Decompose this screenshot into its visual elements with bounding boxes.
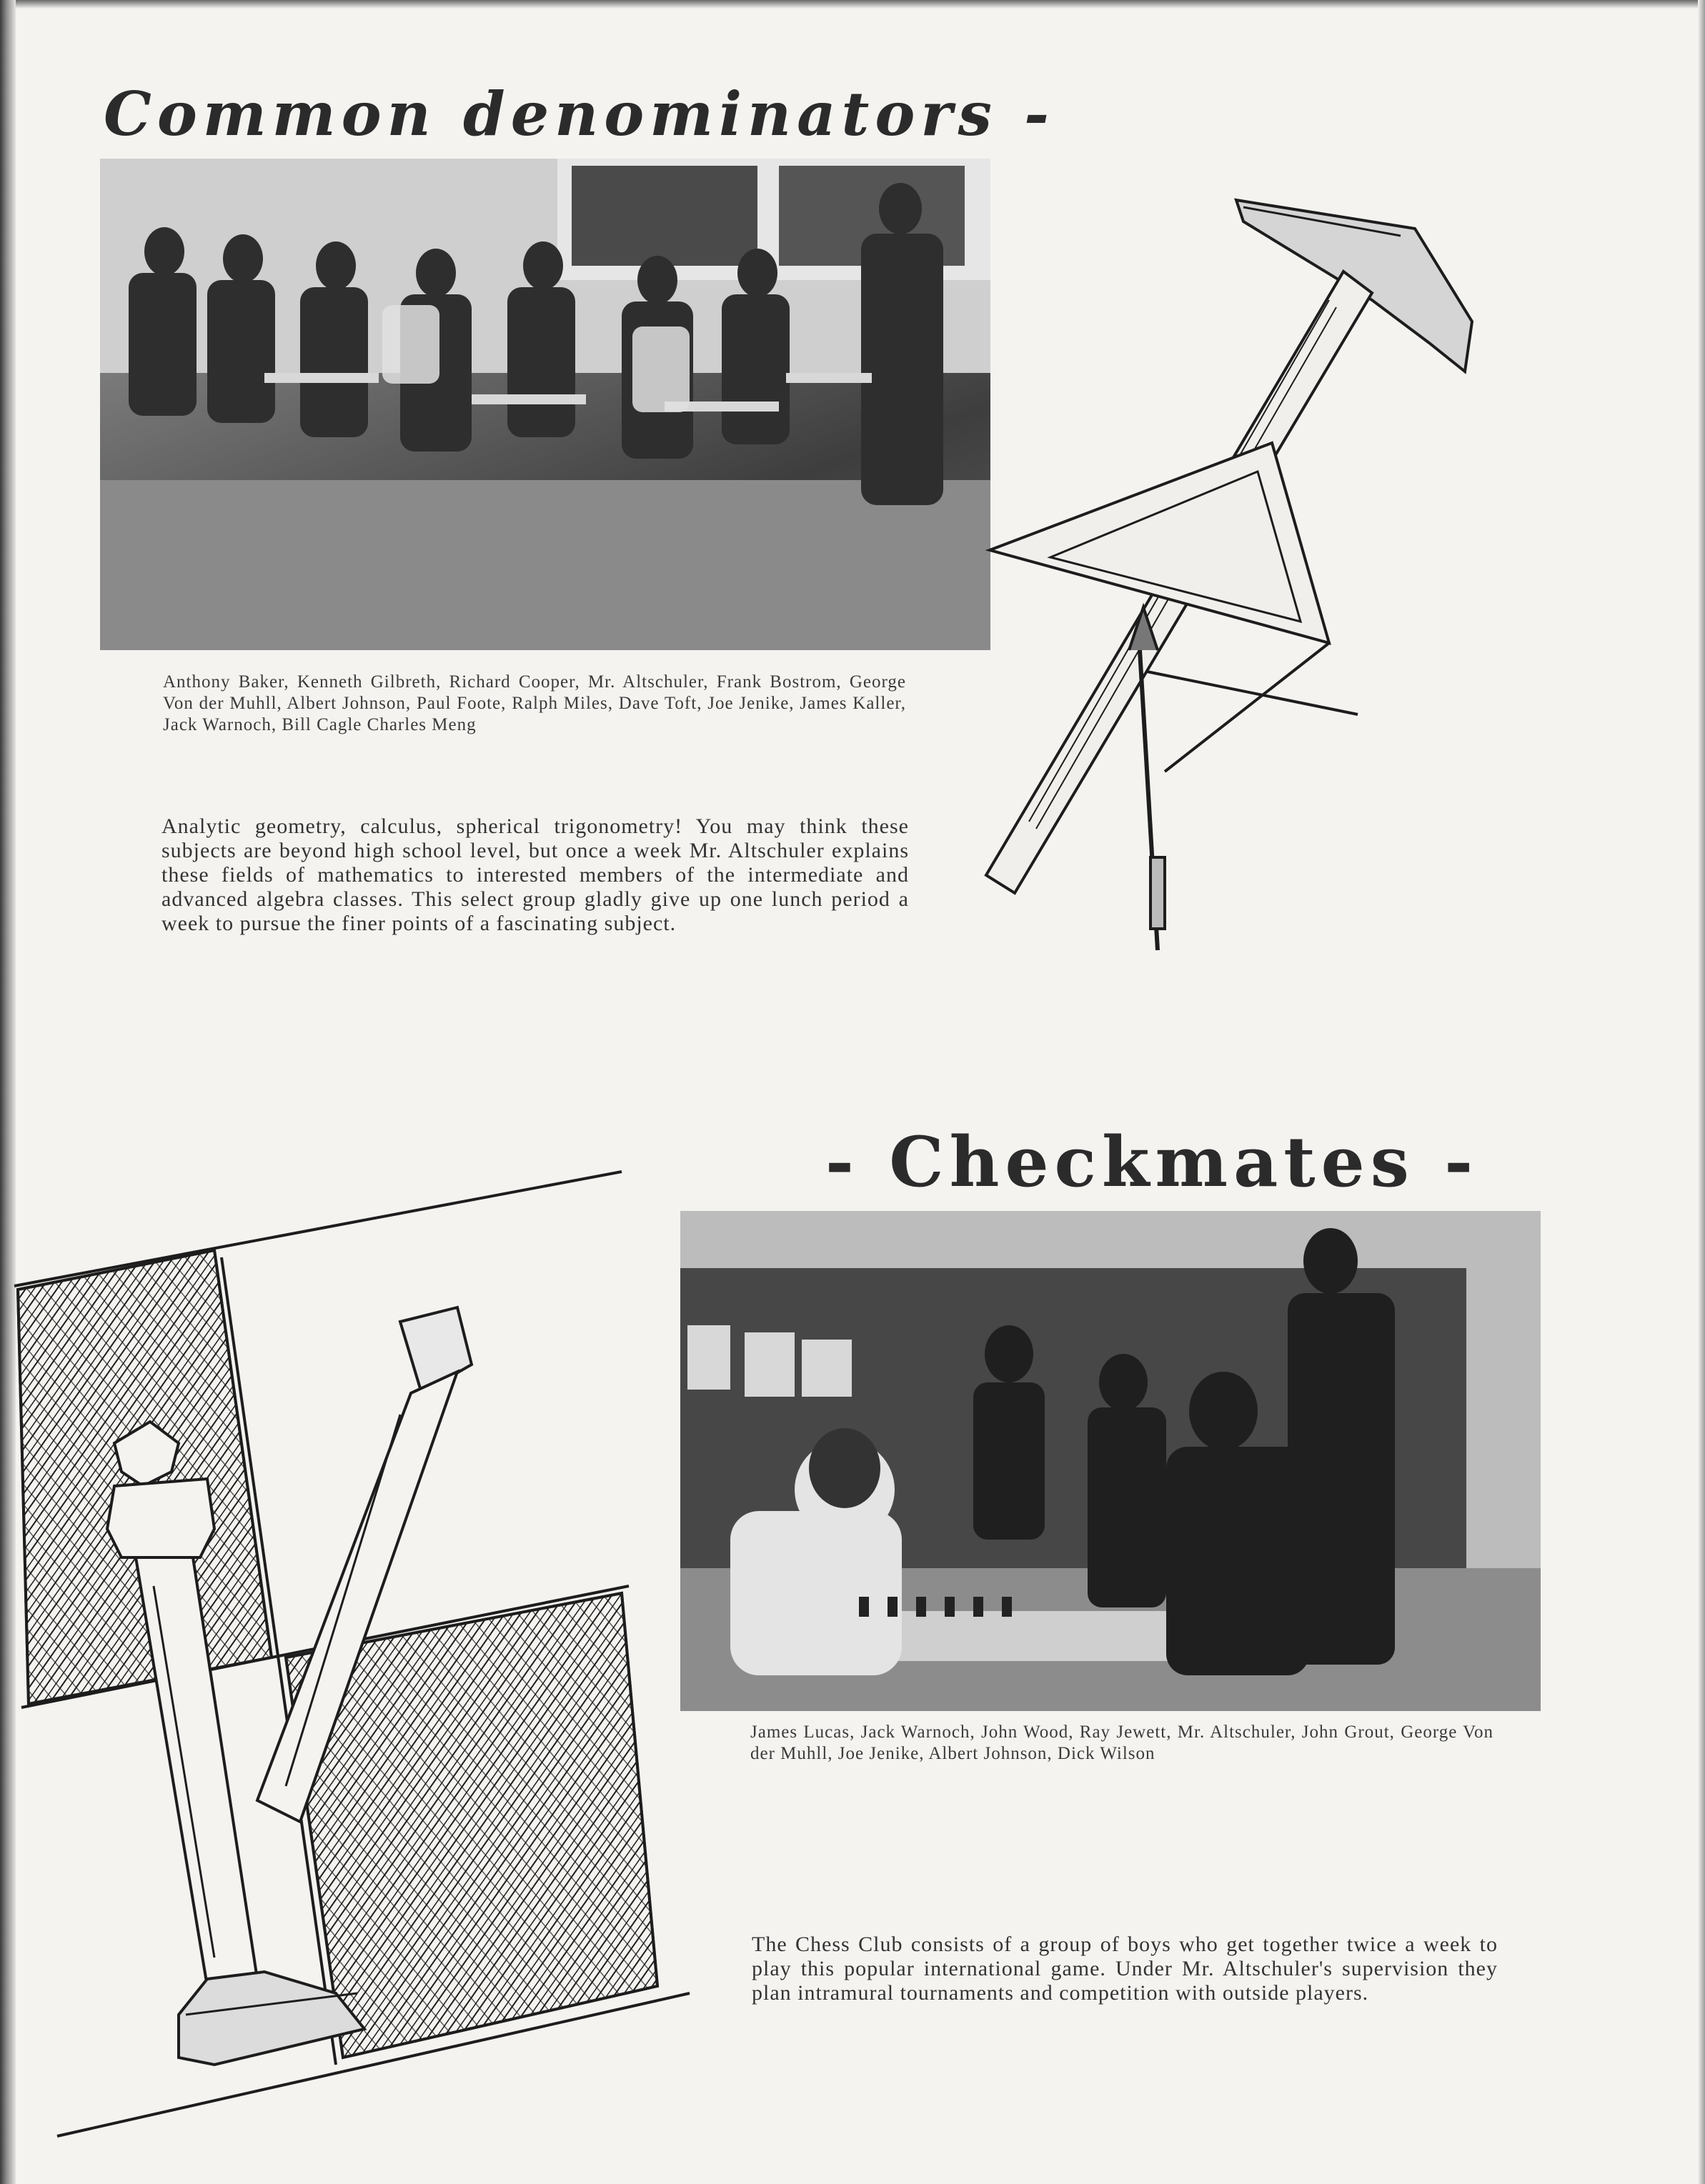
photo-math-class: [100, 159, 990, 650]
heading-checkmates: - Checkmates -: [825, 1122, 1479, 1202]
page-right-edge: [1698, 0, 1705, 2184]
photo-chess-club: [680, 1211, 1541, 1711]
body-math-class: Analytic geometry, calculus, spherical trigonometry! You may think these subjects are beyond high school level, but once a week Mr. Altschuler explains these fields of mathematics to interested members of the intermediate and advanced algebra classes. This select group gladly give up one lunch period a week to pursue the finer points of a fascinating subject.: [161, 814, 909, 935]
chess-photo-illustration: [680, 1211, 1541, 1711]
drafting-tools-illustration: [972, 179, 1515, 957]
body-chess-club: The Chess Club consists of a group of boys who get together twice a week to play this popular international game. Under Mr. Altschuler's supervision they plan intramural tournaments and competition with outside players.: [752, 1933, 1498, 2005]
caption-math-class: Anthony Baker, Kenneth Gilbreth, Richard Cooper, Mr. Altschuler, Frank Bostrom, George Von der Muhll, Albert Johnson, Paul Foote, Ralph Miles, Dave Toft, Joe Jenike, James Kaller, Jack Warnoch, Bill Cagle Charles Meng: [163, 672, 906, 734]
heading-common-denominators: Common denominators -: [104, 79, 1055, 149]
page-top-edge: [0, 0, 1705, 9]
chess-pieces-illustration: [0, 1157, 707, 2158]
classroom-photo-illustration: [100, 159, 990, 650]
caption-chess-club: James Lucas, Jack Warnoch, John Wood, Ray Jewett, Mr. Altschuler, John Grout, George Von der Muhll, Joe Jenike, Albert Johnson, Dick Wilson: [750, 1722, 1493, 1763]
